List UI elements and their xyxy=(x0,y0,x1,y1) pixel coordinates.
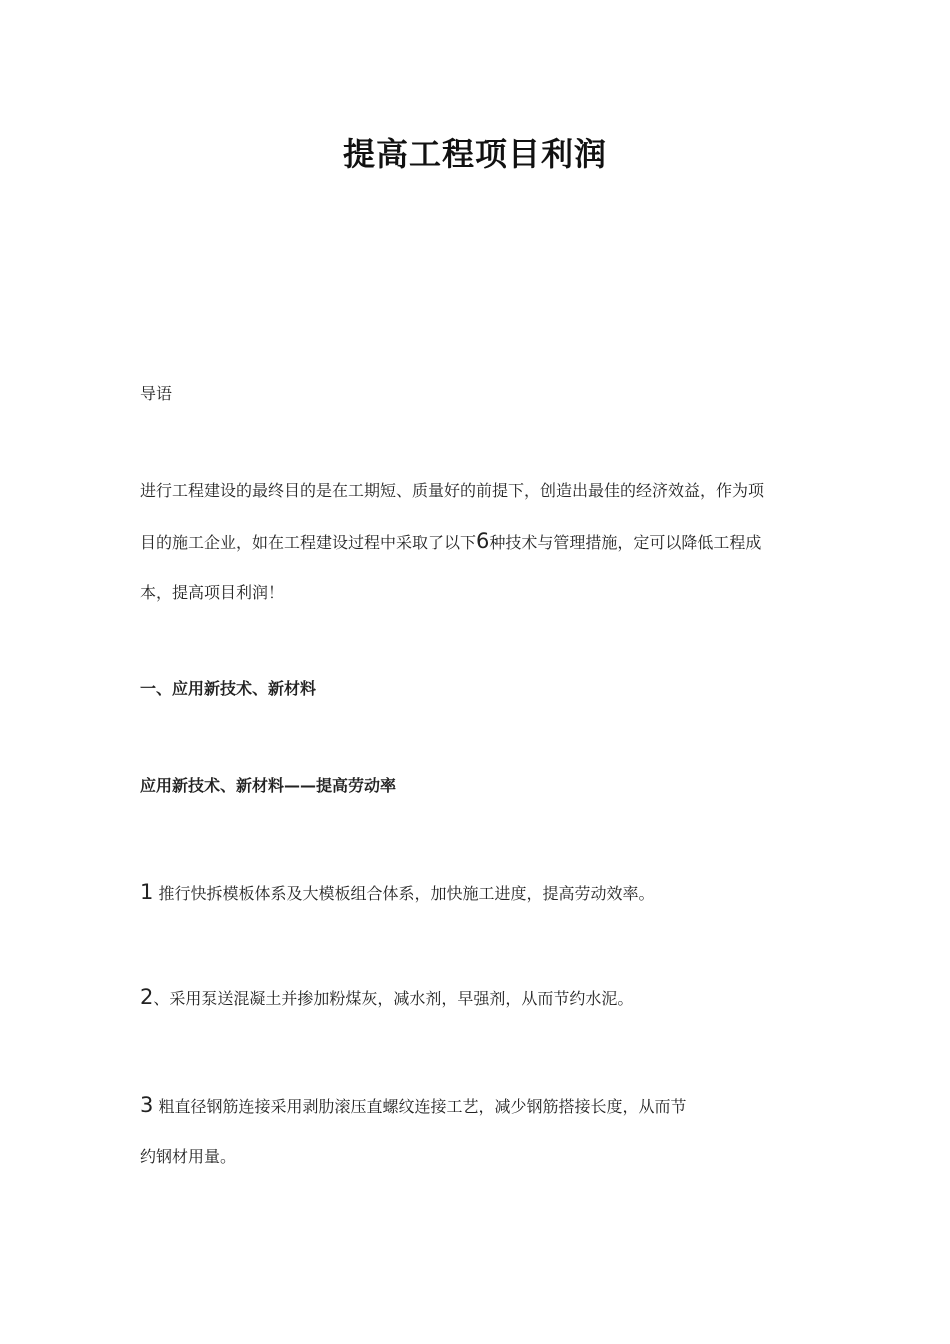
section-subheading: 应用新技术、新材料——提高劳动率 xyxy=(140,776,397,795)
list-item-line xyxy=(140,1080,820,1132)
intro-line-text: 目的施工企业，如在工程建设过程中采取了以下6种技术与管理措施，定可以降低工程成 xyxy=(140,529,762,553)
list-item-number: 3 xyxy=(140,1093,154,1117)
list-item-number: 2 xyxy=(140,985,154,1009)
document-title: 提高工程项目利润 xyxy=(342,135,607,173)
list-item xyxy=(140,985,820,1011)
list-item xyxy=(140,880,820,906)
inline-number: 6 xyxy=(476,529,490,553)
intro-line: 本，提高项目利润！ xyxy=(140,583,285,602)
list-item-text: 、采用泵送混凝土并掺加粉煤灰，减水剂，早强剂，从而节约水泥。 xyxy=(153,989,634,1008)
list-item-text: 推行快拆模板体系及大模板组合体系，加快施工进度，提高劳动效率。 xyxy=(158,884,655,903)
list-item-text: 粗直径钢筋连接采用剥肋滚压直螺纹连接工艺，减少钢筋搭接长度，从而节 xyxy=(158,1097,687,1116)
list-item-line: 约钢材用量。 xyxy=(140,1147,237,1166)
list-item-number: 1 xyxy=(140,880,154,904)
intro-paragraph xyxy=(140,466,820,618)
intro-line xyxy=(140,516,820,568)
section-heading: 一、应用新技术、新材料 xyxy=(140,679,317,698)
intro-line: 进行工程建设的最终目的是在工期短、质量好的前提下，创造出最佳的经济效益，作为项 xyxy=(140,481,765,500)
intro-heading: 导语 xyxy=(140,384,173,403)
list-item xyxy=(140,1080,820,1182)
